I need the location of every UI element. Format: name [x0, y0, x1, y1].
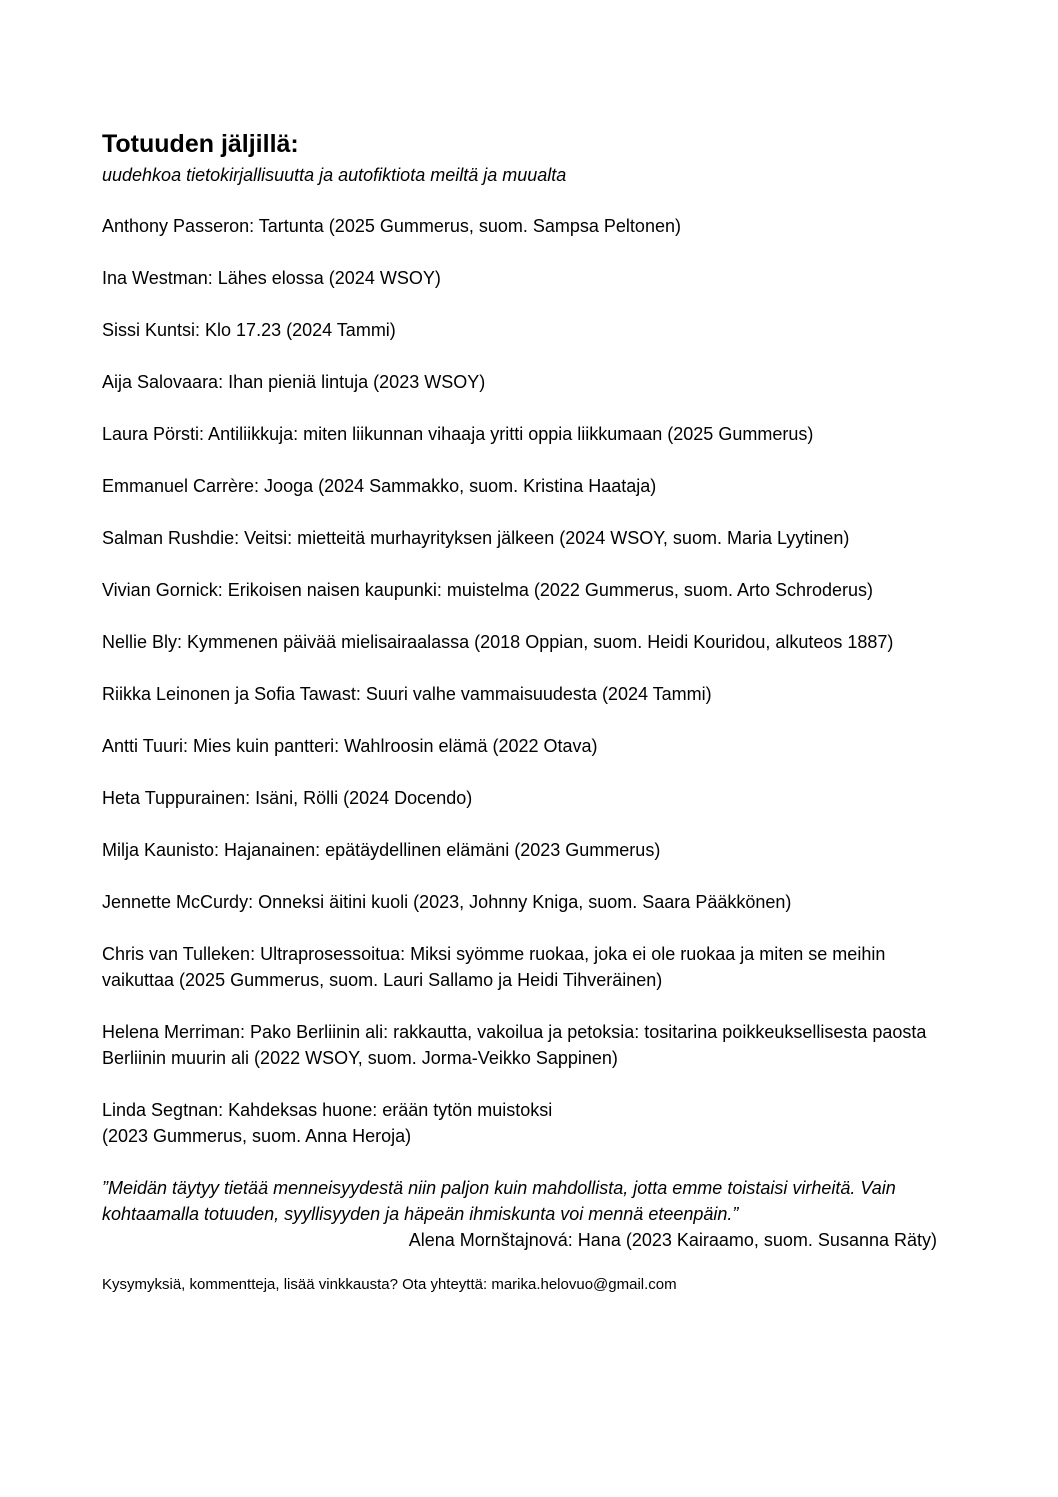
list-item: Nellie Bly: Kymmenen päivää mielisairaalassa (2018 Oppian, suom. Heidi Kouridou, alkuteos 1887) — [102, 632, 894, 652]
document-subtitle: uudehkoa tietokirjallisuutta ja autofiktiota meiltä ja muualta — [102, 165, 567, 185]
list-item: Sissi Kuntsi: Klo 17.23 (2024 Tammi) — [102, 320, 396, 340]
list-item: Heta Tuppurainen: Isäni, Rölli (2024 Docendo) — [102, 788, 473, 808]
list-item: Laura Pörsti: Antiliikkuja: miten liikunnan vihaaja yritti oppia liikkumaan (2025 Gummerus) — [102, 424, 814, 444]
quote-text: ”Meidän täytyy tietää menneisyydestä niin paljon kuin mahdollista, jotta emme toistaisi virheitä. Vain kohtaamalla totuuden, syyllisyyden ja häpeän ihmiskunta voi mennä eteenpäin.” — [102, 1178, 896, 1224]
last-book-line-1: Linda Segtnan: Kahdeksas huone: erään tytön muistoksi — [102, 1100, 553, 1120]
list-item: Vivian Gornick: Erikoisen naisen kaupunki: muistelma (2022 Gummerus, suom. Arto Schroderus) — [102, 580, 874, 600]
list-item: Riikka Leinonen ja Sofia Tawast: Suuri valhe vammaisuudesta (2024 Tammi) — [102, 684, 712, 704]
list-item: Jennette McCurdy: Onneksi äitini kuoli (2023, Johnny Kniga, suom. Saara Pääkkönen) — [102, 892, 792, 912]
list-item: Helena Merriman: Pako Berliinin ali: rakkautta, vakoilua ja petoksia: tositarina poikkeuksellisesta paosta Berliinin muurin ali (2022 WSOY, suom. Jorma-Veikko Sappinen) — [102, 1022, 927, 1068]
quote-block — [102, 1175, 962, 1253]
book-list — [102, 213, 962, 1149]
list-item: Chris van Tulleken: Ultraprosessoitua: Miksi syömme ruokaa, joka ei ole ruokaa ja miten se meihin vaikuttaa (2025 Gummerus, suom. Lauri Sallamo ja Heidi Tihveräinen) — [102, 944, 886, 990]
list-item: Antti Tuuri: Mies kuin pantteri: Wahlroosin elämä (2022 Otava) — [102, 736, 598, 756]
list-item: Ina Westman: Lähes elossa (2024 WSOY) — [102, 268, 441, 288]
list-item: Emmanuel Carrère: Jooga (2024 Sammakko, suom. Kristina Haataja) — [102, 476, 657, 496]
list-item: Anthony Passeron: Tartunta (2025 Gummerus, suom. Sampsa Peltonen) — [102, 216, 681, 236]
list-item: Salman Rushdie: Veitsi: mietteitä murhayrityksen jälkeen (2024 WSOY, suom. Maria Lyytinen) — [102, 528, 850, 548]
document-title: Totuuden jäljillä: — [102, 130, 299, 158]
last-book-line-2: (2023 Gummerus, suom. Anna Heroja) — [102, 1126, 412, 1146]
list-item: Aija Salovaara: Ihan pieniä lintuja (2023 WSOY) — [102, 372, 486, 392]
contact-line: Kysymyksiä, kommentteja, lisää vinkkausta? Ota yhteyttä: marika.helovuo@gmail.com — [102, 1276, 677, 1293]
quote-source: Alena Mornštajnová: Hana (2023 Kairaamo, suom. Susanna Räty) — [408, 1230, 937, 1250]
list-item: Milja Kaunisto: Hajanainen: epätäydellinen elämäni (2023 Gummerus) — [102, 840, 661, 860]
list-item — [102, 1097, 962, 1149]
document-page — [102, 128, 962, 1295]
